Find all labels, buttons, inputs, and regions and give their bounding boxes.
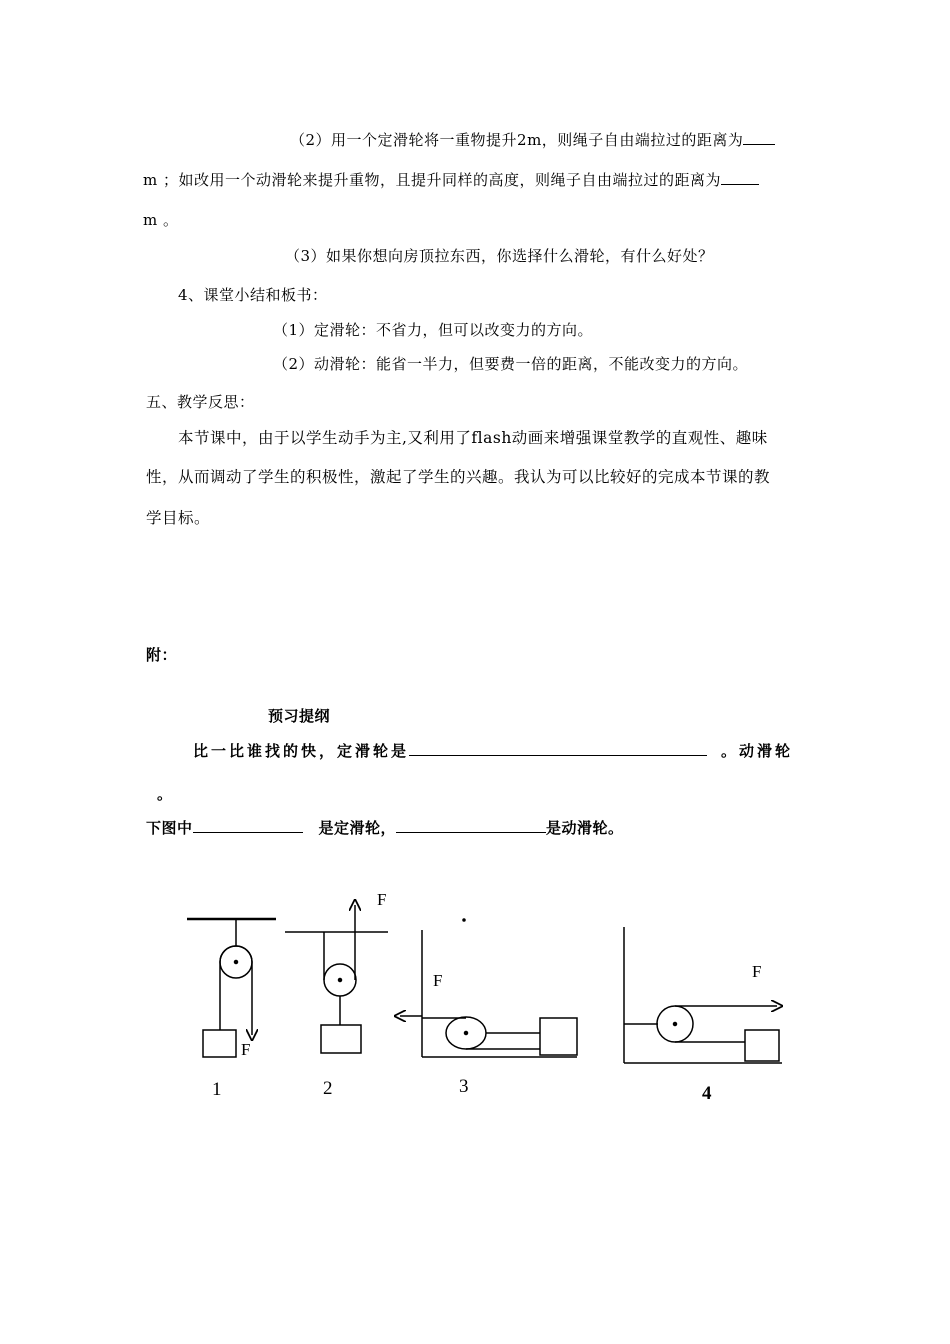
fill-2-suffix: 是动滑轮。: [546, 819, 624, 837]
question-3-text: （3）如果你想向房顶拉东西，你选择什么滑轮，有什么好处？: [285, 247, 714, 265]
section-5-heading: 五、教学反思：: [146, 393, 255, 411]
fill-2-middle: 是定滑轮，: [318, 819, 397, 837]
pulley-axle: [465, 1032, 468, 1035]
figure-4-horizontal-pulley: [624, 927, 782, 1063]
question-2-line-3: [143, 210, 179, 230]
figure-2-movable-pulley: [285, 905, 388, 1053]
reflection-line-2: 性，从而调动了学生的积极性，激起了学生的兴趣。我认为可以比较好的完成本节课的教: [146, 468, 771, 486]
figure-label-4: 4: [702, 1083, 712, 1104]
fill-1-prefix: 比一比谁找的快，定滑轮是: [193, 742, 410, 760]
appendix-label: 附：: [146, 646, 178, 664]
fill-2-prefix: 下图中: [146, 819, 193, 837]
fill-line-1: [193, 741, 793, 761]
figure-1-fixed-pulley: [187, 919, 276, 1057]
force-label-fig3: F: [433, 971, 443, 990]
pulley-wheel: [324, 964, 356, 996]
figure-label-2: 2: [323, 1078, 333, 1099]
figure-3-horizontal-pulley: [400, 919, 577, 1057]
outline-title: 预习提纲: [268, 707, 331, 725]
fill-1-suffix: 。动滑轮: [721, 742, 794, 760]
pulley-axle: [674, 1023, 677, 1026]
stray-dot: [463, 919, 465, 921]
question-2-line-2: [143, 170, 759, 190]
summary-item-2: （2）动滑轮：能省一半力，但要费一倍的距离，不能改变力的方向。: [273, 355, 749, 373]
fill-line-2: [146, 818, 624, 838]
section-4-heading: 4、课堂小结和板书：: [178, 286, 328, 304]
summary-item-1: （1）定滑轮：不省力，但可以改变力的方向。: [273, 321, 594, 339]
force-label-fig2: F: [377, 890, 387, 909]
question-2-text: （2）用一个定滑轮将一重物提升2m，则绳子自由端拉过的距离为: [290, 131, 744, 149]
weight-block: [745, 1030, 779, 1061]
force-label-fig1: F: [241, 1040, 251, 1059]
pulley-wheel: [446, 1017, 486, 1049]
answer-blank[interactable]: [743, 130, 775, 145]
pulley-wheel: [657, 1006, 693, 1042]
reflection-line-3: 学目标。: [146, 509, 211, 527]
rope-over-pulley: [220, 946, 252, 962]
force-label-fig4: F: [752, 962, 762, 981]
pulley-axle: [235, 961, 238, 964]
weight-block: [540, 1018, 577, 1055]
fill-line-1-end: 。: [157, 785, 173, 803]
pulley-axle: [339, 979, 342, 982]
question-2-unit: m 。: [143, 211, 179, 229]
fixed-answer-blank[interactable]: [193, 818, 303, 833]
fixed-pulley-blank[interactable]: [409, 741, 707, 756]
question-2-text-cont: m ；如改用一个动滑轮来提升重物，且提升同样的高度，则绳子自由端拉过的距离为: [143, 171, 721, 189]
question-3: [285, 246, 714, 266]
figure-label-1: 1: [212, 1079, 222, 1100]
answer-blank[interactable]: [721, 170, 759, 185]
reflection-line-1: 本节课中，由于以学生动手为主,又利用了flash动画来增强课堂教学的直观性、趣味: [178, 429, 768, 447]
figure-label-3: 3: [459, 1076, 469, 1097]
weight-block: [203, 1030, 236, 1057]
pulley-wheel: [220, 946, 252, 978]
question-2-line-1: [290, 130, 775, 150]
weight-block: [321, 1025, 361, 1053]
movable-answer-blank[interactable]: [396, 818, 546, 833]
